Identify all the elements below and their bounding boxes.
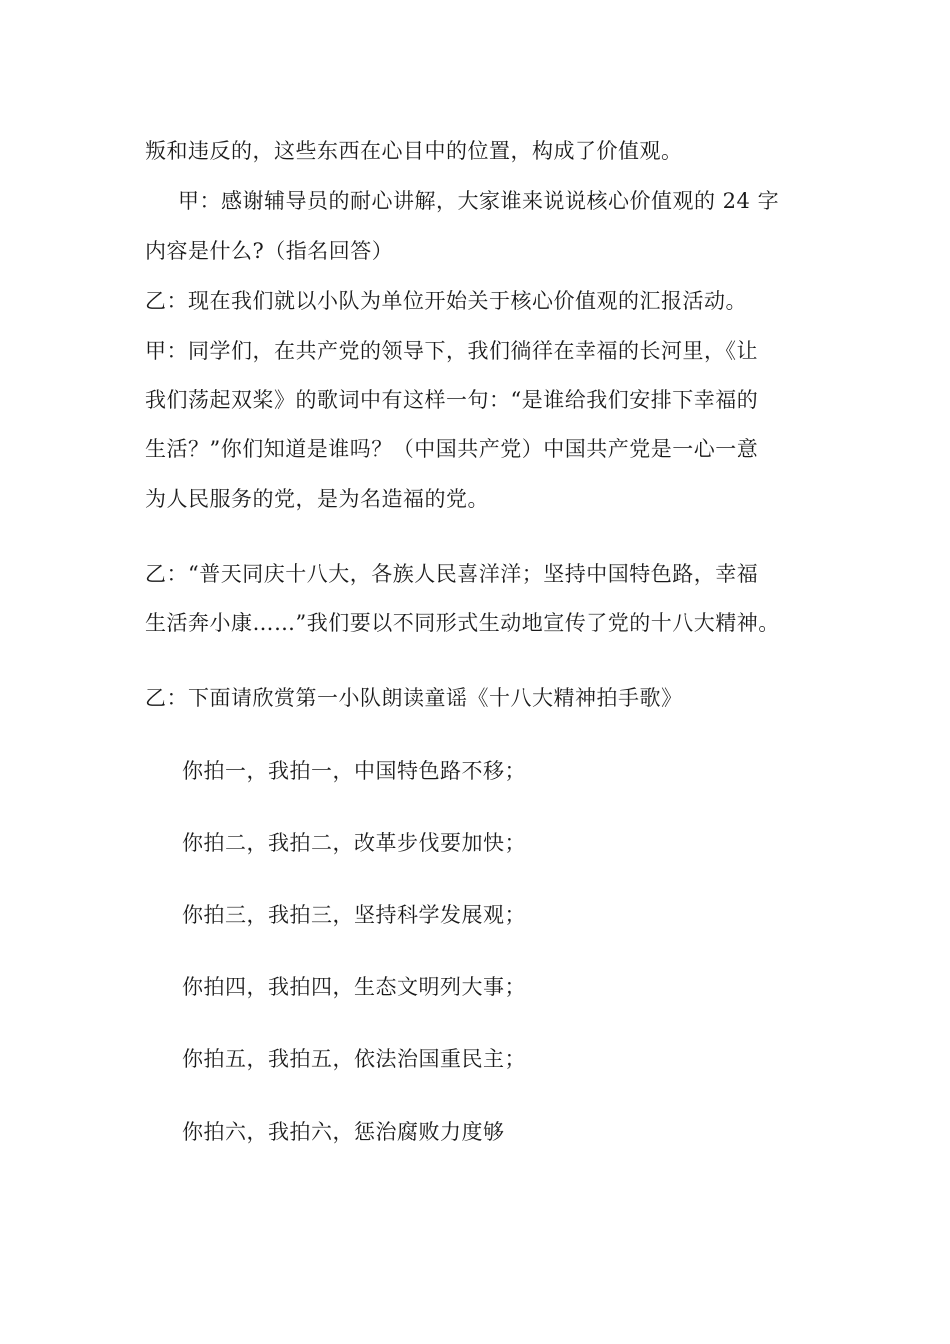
verse-line: 你拍三，我拍三，坚持科学发展观；: [182, 903, 526, 927]
verse-line: 你拍四，我拍四，生态文明列大事；: [182, 975, 526, 999]
text-line: 生活奔小康……”我们要以不同形式生动地宣传了党的十八大精神。: [145, 611, 780, 635]
text-line: 叛和违反的，这些东西在心目中的位置，构成了价值观。: [145, 139, 683, 163]
text-line: 为人民服务的党，是为名造福的党。: [145, 487, 489, 511]
verse-line: 你拍一，我拍一，中国特色路不移；: [182, 759, 526, 783]
text-line: 乙：现在我们就以小队为单位开始关于核心价值观的汇报活动。: [145, 289, 747, 313]
text-line: 甲：同学们，在共产党的领导下，我们徜徉在幸福的长河里，《让: [145, 339, 758, 363]
text-line: 内容是什么?（指名回答）: [145, 239, 394, 263]
verse-line: 你拍五，我拍五，依法治国重民主；: [182, 1047, 526, 1071]
text-line: 乙：下面请欣赏第一小队朗读童谣《十八大精神拍手歌》: [145, 686, 683, 710]
verse-line: 你拍二，我拍二，改革步伐要加快；: [182, 831, 526, 855]
text-line: 乙：“普天同庆十八大，各族人民喜洋洋；坚持中国特色路，幸福: [145, 562, 759, 586]
text-line: 生活？”你们知道是谁吗？（中国共产党）中国共产党是一心一意: [145, 437, 759, 461]
text-line: 我们荡起双桨》的歌词中有这样一句：“是谁给我们安排下幸福的: [145, 388, 759, 412]
text-line: 甲：感谢辅导员的耐心讲解，大家谁来说说核心价值观的 24 字: [178, 189, 780, 213]
verse-line: 你拍六，我拍六，惩治腐败力度够: [182, 1120, 505, 1144]
